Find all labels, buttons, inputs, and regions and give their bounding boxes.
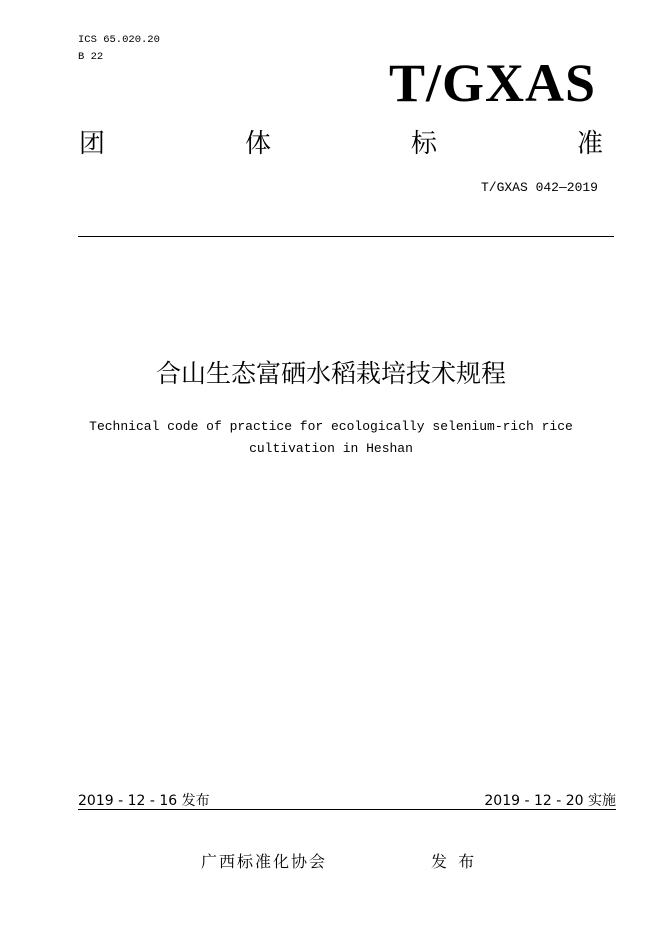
- ics-code: ICS 65.020.20: [78, 34, 160, 46]
- standard-type-char: 标: [410, 129, 437, 159]
- standard-type-char: 体: [244, 129, 271, 159]
- standard-type-char: 准: [576, 129, 603, 159]
- header-divider: [78, 236, 614, 237]
- document-title-english: Technical code of practice for ecologically selenium-rich rice cultivation in Heshan: [89, 419, 573, 456]
- issued-label: 发 布: [431, 852, 475, 871]
- standard-number: T/GXAS 042—2019: [480, 180, 598, 195]
- standard-logo: T/GXAS: [388, 53, 596, 113]
- publisher-name: 广西标准化协会: [201, 852, 328, 871]
- publish-date: 2019 - 12 - 16 发布: [78, 793, 210, 809]
- implement-date: 2019 - 12 - 20 实施: [484, 793, 616, 809]
- ccs-code: B 22: [78, 51, 104, 63]
- standard-type-char: 团: [79, 129, 106, 159]
- standard-type: [79, 128, 603, 160]
- document-title-chinese: 合山生态富硒水稻栽培技术规程: [155, 359, 506, 388]
- footer-divider: [78, 809, 616, 810]
